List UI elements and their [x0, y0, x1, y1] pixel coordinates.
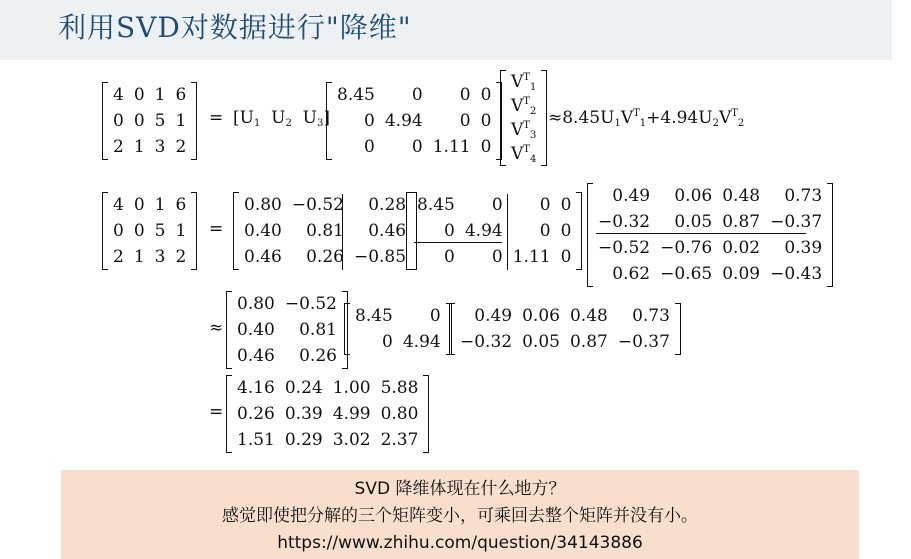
matrix-cell: −0.32	[598, 212, 651, 232]
matrix-cell: −0.37	[770, 212, 823, 232]
matrix-cell: 0	[560, 247, 572, 267]
eq2-u-divider	[342, 194, 343, 270]
matrix-cell: 1.51	[237, 430, 275, 450]
matrix-cell: 0.62	[612, 264, 651, 284]
matrix-cell: 1.11	[432, 137, 471, 157]
matrix-cell: 0	[560, 221, 572, 241]
matrix-cell: 2	[175, 247, 187, 267]
matrix-cell: −0.65	[660, 264, 713, 284]
matrix-cell: 4	[113, 195, 124, 215]
matrix-cell: 4.94	[464, 221, 503, 241]
note-link[interactable]: https://www.zhihu.com/question/34143886	[277, 533, 643, 553]
matrix-cell: 0.26	[306, 247, 344, 267]
matrix-cell: 4.99	[332, 404, 371, 424]
matrix-cell: 0.24	[284, 378, 323, 398]
note-box	[61, 470, 859, 559]
matrix-cell: 4.94	[402, 332, 441, 352]
matrix-cell: 1	[133, 247, 145, 267]
eq2-sigma-divider-h	[414, 242, 502, 243]
matrix-cell: 0.73	[784, 186, 823, 206]
matrix-cell: 0.26	[237, 404, 275, 424]
matrix-cell: −0.37	[617, 332, 670, 352]
matrix-cell: 1.00	[332, 378, 371, 398]
matrix-cell: 0	[133, 221, 145, 241]
matrix-cell: 0.48	[722, 186, 761, 206]
matrix-cell: 1	[175, 221, 187, 241]
matrix-cell: 2.37	[380, 430, 419, 450]
matrix-cell: 8.45	[355, 306, 393, 326]
eq1-equals: =	[209, 108, 224, 128]
matrix-cell: 0	[480, 85, 492, 105]
matrix-cell: −0.85	[353, 247, 407, 267]
matrix-cell: 2	[175, 137, 187, 157]
matrix-cell: 0	[133, 85, 145, 105]
matrix-cell: 8.45	[417, 195, 455, 215]
matrix-cell: 0.49	[612, 186, 651, 206]
matrix-cell: 4.16	[237, 378, 275, 398]
eq3-matrix-sigma	[344, 303, 452, 355]
matrix-cell: 5	[154, 111, 166, 131]
matrix-cell: 0.05	[674, 212, 713, 232]
matrix-cell: 0	[364, 137, 375, 157]
eq4-matrix-result	[226, 375, 429, 453]
matrix-cell: 0.05	[522, 332, 560, 352]
matrix-cell: 0.81	[299, 320, 337, 340]
matrix-cell: 0	[560, 195, 572, 215]
eq2-matrix-sigma	[406, 192, 582, 270]
matrix-cell: 1	[154, 195, 166, 215]
matrix-cell: 0.80	[237, 294, 275, 314]
matrix-cell: 0	[459, 85, 471, 105]
matrix-cell: 0.26	[299, 346, 337, 366]
eq2-matrix-u	[233, 192, 417, 270]
matrix-cell: 6	[175, 195, 187, 215]
eq1-matrix-a	[102, 82, 197, 160]
matrix-cell: 0.80	[380, 404, 419, 424]
slide-title: 利用SVD对数据进行"降维"	[58, 11, 412, 44]
note-question: SVD 降维体现在什么地方？	[354, 479, 566, 499]
matrix-cell: 0.39	[784, 238, 823, 258]
matrix-cell: 0	[113, 111, 124, 131]
matrix-cell: 8.45	[337, 85, 375, 105]
matrix-cell: 4.94	[384, 111, 423, 131]
matrix-cell: 0	[364, 111, 375, 131]
matrix-cell: 0.46	[244, 247, 282, 267]
matrix-cell: 0.40	[237, 320, 275, 340]
eq2-vt-divider	[596, 233, 806, 234]
matrix-cell: −0.32	[460, 332, 513, 352]
matrix-cell: 1	[154, 85, 166, 105]
matrix-cell: 0.46	[368, 221, 407, 241]
matrix-cell: 0	[133, 195, 145, 215]
matrix-cell: −0.52	[598, 238, 651, 258]
matrix-cell: 0	[113, 221, 124, 241]
eq1-matrix-v: $V^T_1$ $V^T_2$ $V^T_3$ $V^T_4$	[500, 70, 547, 166]
matrix-cell: 0.39	[284, 404, 323, 424]
matrix-cell: 0.28	[368, 195, 407, 215]
matrix-cell: 0	[444, 247, 455, 267]
eq3-matrix-u	[226, 291, 348, 369]
matrix-cell: 0.09	[722, 264, 761, 284]
matrix-cell: 0	[459, 111, 471, 131]
matrix-cell: 0	[491, 195, 503, 215]
matrix-cell: −0.43	[770, 264, 823, 284]
matrix-cell: 0	[429, 306, 441, 326]
matrix-cell: 0	[480, 111, 492, 131]
matrix-cell: 0.80	[244, 195, 282, 215]
matrix-cell: 0.87	[722, 212, 761, 232]
matrix-cell: 0	[539, 221, 551, 241]
matrix-cell: 0	[411, 85, 423, 105]
eq2-equals: =	[209, 219, 224, 239]
matrix-cell: 0	[480, 137, 492, 157]
matrix-cell: 0	[133, 111, 145, 131]
matrix-cell: 5	[154, 221, 166, 241]
matrix-cell: 0.06	[522, 306, 560, 326]
eq2-sigma-divider-v	[507, 194, 508, 270]
matrix-cell: 0	[491, 247, 503, 267]
matrix-cell: 0.81	[306, 221, 344, 241]
matrix-cell: 0.02	[722, 238, 761, 258]
matrix-cell: 6	[175, 85, 187, 105]
matrix-cell: 0	[382, 332, 393, 352]
matrix-cell: 0.29	[284, 430, 323, 450]
matrix-cell: 2	[113, 247, 124, 267]
matrix-cell: 3	[154, 137, 166, 157]
matrix-cell: 5.88	[380, 378, 419, 398]
eq2-matrix-vt	[587, 183, 833, 287]
matrix-cell: 0.06	[674, 186, 713, 206]
matrix-cell: 1	[133, 137, 145, 157]
matrix-cell: 2	[113, 137, 124, 157]
matrix-cell: 0.73	[632, 306, 670, 326]
matrix-cell: −0.52	[291, 195, 344, 215]
matrix-cell: 0.87	[569, 332, 608, 352]
matrix-cell: 3.02	[332, 430, 371, 450]
eq1-matrix-sigma	[326, 82, 502, 160]
matrix-cell: 1	[175, 111, 187, 131]
eq2-matrix-a	[102, 192, 197, 270]
matrix-cell: 3	[154, 247, 166, 267]
matrix-cell: −0.52	[284, 294, 337, 314]
matrix-cell: 0.49	[474, 306, 513, 326]
note-comment: 感觉即使把分解的三个矩阵变小，可乘回去整个矩阵并没有小。	[222, 506, 698, 526]
eq3-approx: ≈	[209, 318, 224, 338]
matrix-cell: 0.46	[237, 346, 275, 366]
matrix-cell: −0.76	[660, 238, 713, 258]
matrix-cell: 0.40	[244, 221, 282, 241]
eq4-equals: =	[209, 402, 224, 422]
matrix-cell: 1.11	[512, 247, 551, 267]
matrix-cell: 0	[411, 137, 423, 157]
eq1-u-row: [$U_1$ $U_2$ $U_3$]	[233, 108, 331, 129]
matrix-cell: 0.48	[569, 306, 608, 326]
matrix-cell: 0	[539, 195, 551, 215]
eq1-approximation: $\approx 8.45U_1V^T_1+4.94U_2V^T_2$	[548, 108, 745, 129]
eq3-matrix-vt	[449, 303, 681, 355]
matrix-cell: 4	[113, 85, 124, 105]
matrix-cell: 0	[444, 221, 455, 241]
